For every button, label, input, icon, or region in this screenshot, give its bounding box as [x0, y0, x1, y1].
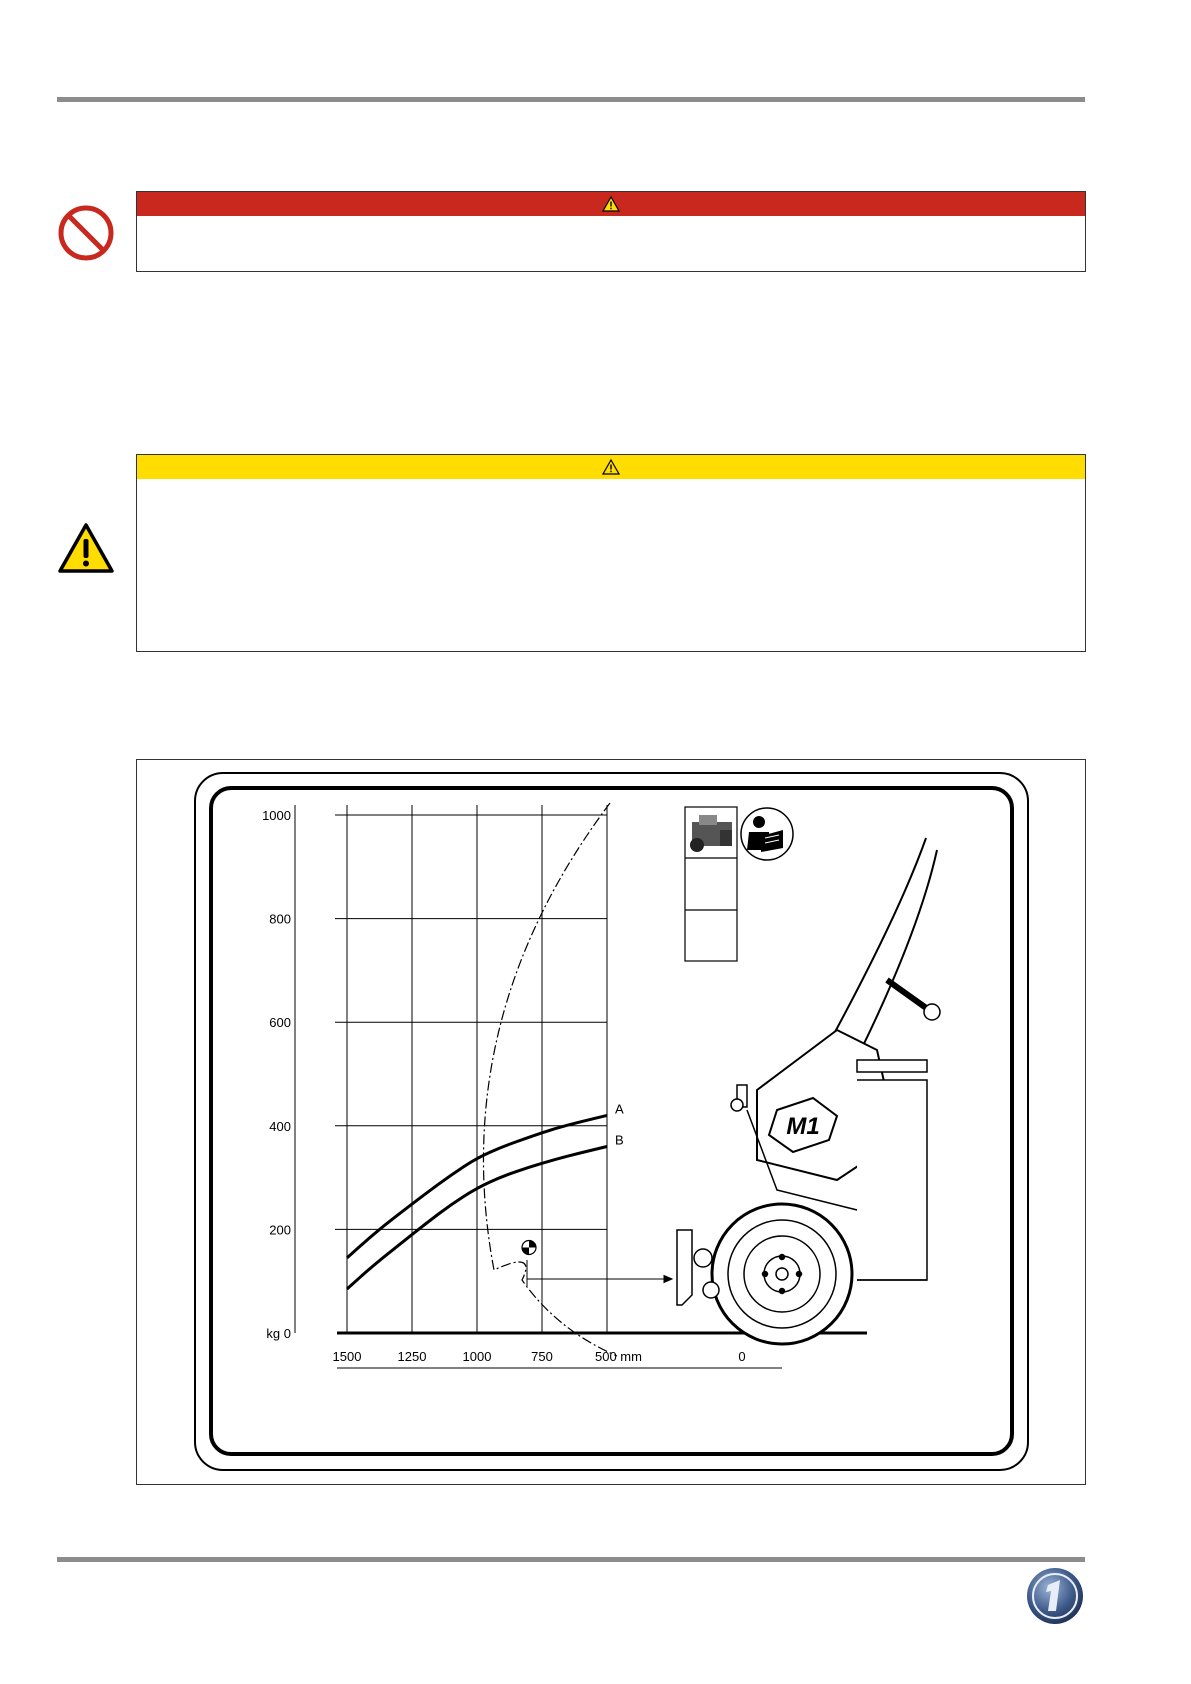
y-tick-label-1000: 1000 — [262, 808, 291, 823]
footer-rule — [57, 1557, 1085, 1562]
y-tick-label-400: 400 — [269, 1118, 291, 1134]
caution-notice — [136, 454, 1086, 652]
header-rule — [57, 97, 1085, 102]
load-centre-quadrant-1 — [529, 1241, 536, 1248]
danger-bar — [137, 192, 1085, 216]
x-tick-label-1000: 1000 — [462, 1349, 492, 1364]
load-centre-quadrant-2 — [522, 1248, 529, 1255]
read-manual-icon — [741, 808, 793, 860]
hazard-triangle-icon — [57, 522, 115, 574]
stability-arc — [483, 803, 617, 1356]
x-tick-label-500: 500 mm — [595, 1349, 642, 1364]
prohibition-icon — [57, 204, 115, 262]
load-centre-marker — [522, 1241, 536, 1255]
caution-bar — [137, 455, 1085, 479]
load-chart-figure — [136, 759, 1086, 1485]
chart-grid — [335, 805, 607, 1333]
y-tick-label-800: 800 — [269, 911, 291, 927]
y-tick-label-200: 200 — [269, 1222, 291, 1238]
y-tick-label-0: kg 0 — [266, 1326, 291, 1341]
danger-notice — [136, 191, 1086, 272]
warning-triangle-icon — [602, 459, 620, 475]
x-tick-label-0: 0 — [738, 1349, 746, 1364]
series-label-B: B — [615, 1132, 624, 1148]
series-label-A: A — [615, 1101, 624, 1117]
m1-badge: M1 — [786, 1113, 820, 1140]
x-tick-label-1250: 1250 — [397, 1349, 427, 1364]
load-chart-svg — [137, 760, 1085, 1484]
x-tick-label-750: 750 — [531, 1349, 553, 1364]
chart-series — [347, 1101, 624, 1289]
load-centre-dimension — [527, 1260, 672, 1286]
warning-triangle-icon — [602, 196, 620, 212]
chart-tick-labels — [262, 808, 746, 1364]
y-tick-label-600: 600 — [269, 1015, 291, 1031]
brand-logo — [1026, 1567, 1084, 1625]
icon-table — [685, 807, 737, 961]
x-tick-label-1500: 1500 — [332, 1349, 362, 1364]
